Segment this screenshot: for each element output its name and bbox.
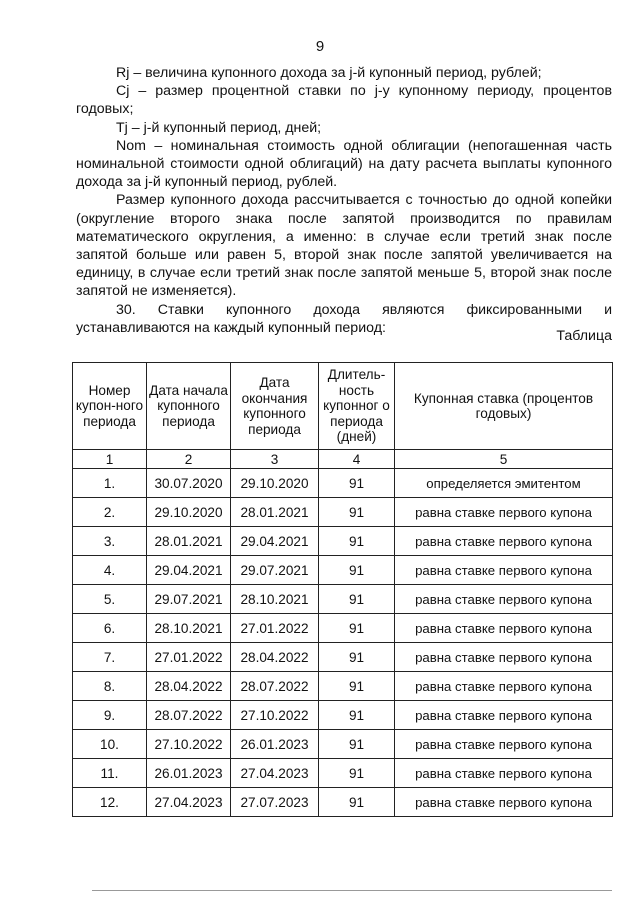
table-row xyxy=(73,701,613,730)
table-row xyxy=(73,585,613,614)
cell-coupon-rate: равна ставке первого купона xyxy=(395,788,613,817)
cell-period-number: 5. xyxy=(73,585,147,614)
document-body xyxy=(76,64,612,337)
column-number: 5 xyxy=(395,450,613,469)
page-bottom-rule xyxy=(92,890,612,891)
cell-start-date: 27.01.2022 xyxy=(147,643,231,672)
cell-duration: 91 xyxy=(319,672,395,701)
table-row xyxy=(73,730,613,759)
table-row xyxy=(73,759,613,788)
table-row xyxy=(73,788,613,817)
header-end-date: Дата окончания купонного периода xyxy=(231,363,319,450)
cell-coupon-rate: равна ставке первого купона xyxy=(395,672,613,701)
cell-duration: 91 xyxy=(319,498,395,527)
cell-start-date: 27.10.2022 xyxy=(147,730,231,759)
header-period-number: Номер купон-ного периода xyxy=(73,363,147,450)
cell-period-number: 7. xyxy=(73,643,147,672)
table-row xyxy=(73,643,613,672)
cell-period-number: 4. xyxy=(73,556,147,585)
header-start-date: Дата начала купонного периода xyxy=(147,363,231,450)
cell-duration: 91 xyxy=(319,701,395,730)
cell-end-date: 27.04.2023 xyxy=(231,759,319,788)
table-row xyxy=(73,469,613,498)
cell-coupon-rate: равна ставке первого купона xyxy=(395,527,613,556)
cell-duration: 91 xyxy=(319,527,395,556)
cell-coupon-rate: равна ставке первого купона xyxy=(395,643,613,672)
cell-start-date: 28.01.2021 xyxy=(147,527,231,556)
cell-duration: 91 xyxy=(319,788,395,817)
table-row xyxy=(73,556,613,585)
column-number: 4 xyxy=(319,450,395,469)
cell-end-date: 29.04.2021 xyxy=(231,527,319,556)
cell-end-date: 28.10.2021 xyxy=(231,585,319,614)
cell-period-number: 12. xyxy=(73,788,147,817)
rounding-paragraph: Размер купонного дохода рассчитывается с точностью до одной копейки (округление второго знака после запятой производится по правилам математического округления, а именно: в случае если третий знак после запятой больше или равен 5, второй знак после запятой увеличивается на единицу, в случае если третий знак после запятой меньше 5, второй знак после запятой не изменяется). xyxy=(76,192,612,300)
cell-period-number: 1. xyxy=(73,469,147,498)
definition-cj: Cj – размер процентной ставки по j-у купонному периоду, процентов годовых; xyxy=(76,83,612,118)
cell-period-number: 3. xyxy=(73,527,147,556)
cell-start-date: 26.01.2023 xyxy=(147,759,231,788)
definition-tj: Tj – j-й купонный период, дней; xyxy=(116,119,322,136)
cell-period-number: 10. xyxy=(73,730,147,759)
cell-period-number: 8. xyxy=(73,672,147,701)
definition-rj: Rj – величина купонного дохода за j-й купонный период, рублей; xyxy=(116,65,542,81)
cell-period-number: 2. xyxy=(73,498,147,527)
cell-coupon-rate: равна ставке первого купона xyxy=(395,759,613,788)
table-header-row xyxy=(73,363,613,450)
cell-end-date: 27.10.2022 xyxy=(231,701,319,730)
cell-end-date: 29.10.2020 xyxy=(231,469,319,498)
column-number: 2 xyxy=(147,450,231,469)
cell-period-number: 6. xyxy=(73,614,147,643)
cell-duration: 91 xyxy=(319,643,395,672)
cell-period-number: 9. xyxy=(73,701,147,730)
cell-start-date: 29.04.2021 xyxy=(147,556,231,585)
cell-period-number: 11. xyxy=(73,759,147,788)
table-row xyxy=(73,614,613,643)
coupon-table xyxy=(72,362,613,817)
cell-start-date: 29.07.2021 xyxy=(147,585,231,614)
table-row xyxy=(73,527,613,556)
cell-start-date: 28.04.2022 xyxy=(147,672,231,701)
column-number: 1 xyxy=(73,450,147,469)
cell-coupon-rate: равна ставке первого купона xyxy=(395,556,613,585)
cell-coupon-rate: равна ставке первого купона xyxy=(395,701,613,730)
cell-duration: 91 xyxy=(319,469,395,498)
cell-duration: 91 xyxy=(319,556,395,585)
cell-end-date: 28.07.2022 xyxy=(231,672,319,701)
cell-start-date: 28.07.2022 xyxy=(147,701,231,730)
cell-end-date: 28.04.2022 xyxy=(231,643,319,672)
cell-duration: 91 xyxy=(319,730,395,759)
cell-coupon-rate: определяется эмитентом xyxy=(395,469,613,498)
cell-end-date: 27.07.2023 xyxy=(231,788,319,817)
cell-duration: 91 xyxy=(319,585,395,614)
cell-start-date: 27.04.2023 xyxy=(147,788,231,817)
cell-coupon-rate: равна ставке первого купона xyxy=(395,614,613,643)
header-coupon-rate: Купонная ставка (процентов годовых) xyxy=(395,363,613,450)
cell-end-date: 29.07.2021 xyxy=(231,556,319,585)
table-caption: Таблица xyxy=(556,328,612,344)
table-row xyxy=(73,672,613,701)
page-number: 9 xyxy=(315,38,325,55)
cell-coupon-rate: равна ставке первого купона xyxy=(395,585,613,614)
header-duration: Длитель-ность купонног о периода (дней) xyxy=(319,363,395,450)
column-number: 3 xyxy=(231,450,319,469)
cell-coupon-rate: равна ставке первого купона xyxy=(395,730,613,759)
cell-end-date: 28.01.2021 xyxy=(231,498,319,527)
cell-start-date: 29.10.2020 xyxy=(147,498,231,527)
cell-start-date: 28.10.2021 xyxy=(147,614,231,643)
cell-end-date: 26.01.2023 xyxy=(231,730,319,759)
table-row xyxy=(73,498,613,527)
column-number-row xyxy=(73,450,613,469)
cell-start-date: 30.07.2020 xyxy=(147,469,231,498)
definition-nom: Nom – номинальная стоимость одной облигации (непогашенная часть номинальной стоимости одной облигаций) на дату расчета выплаты купонного дохода за j-й купонный период, рублей. xyxy=(76,137,612,191)
cell-coupon-rate: равна ставке первого купона xyxy=(395,498,613,527)
cell-end-date: 27.01.2022 xyxy=(231,614,319,643)
clause-30: 30. Ставки купонного дохода являются фиксированными и устанавливаются на каждый купонный период: xyxy=(76,301,612,336)
cell-duration: 91 xyxy=(319,614,395,643)
cell-duration: 91 xyxy=(319,759,395,788)
